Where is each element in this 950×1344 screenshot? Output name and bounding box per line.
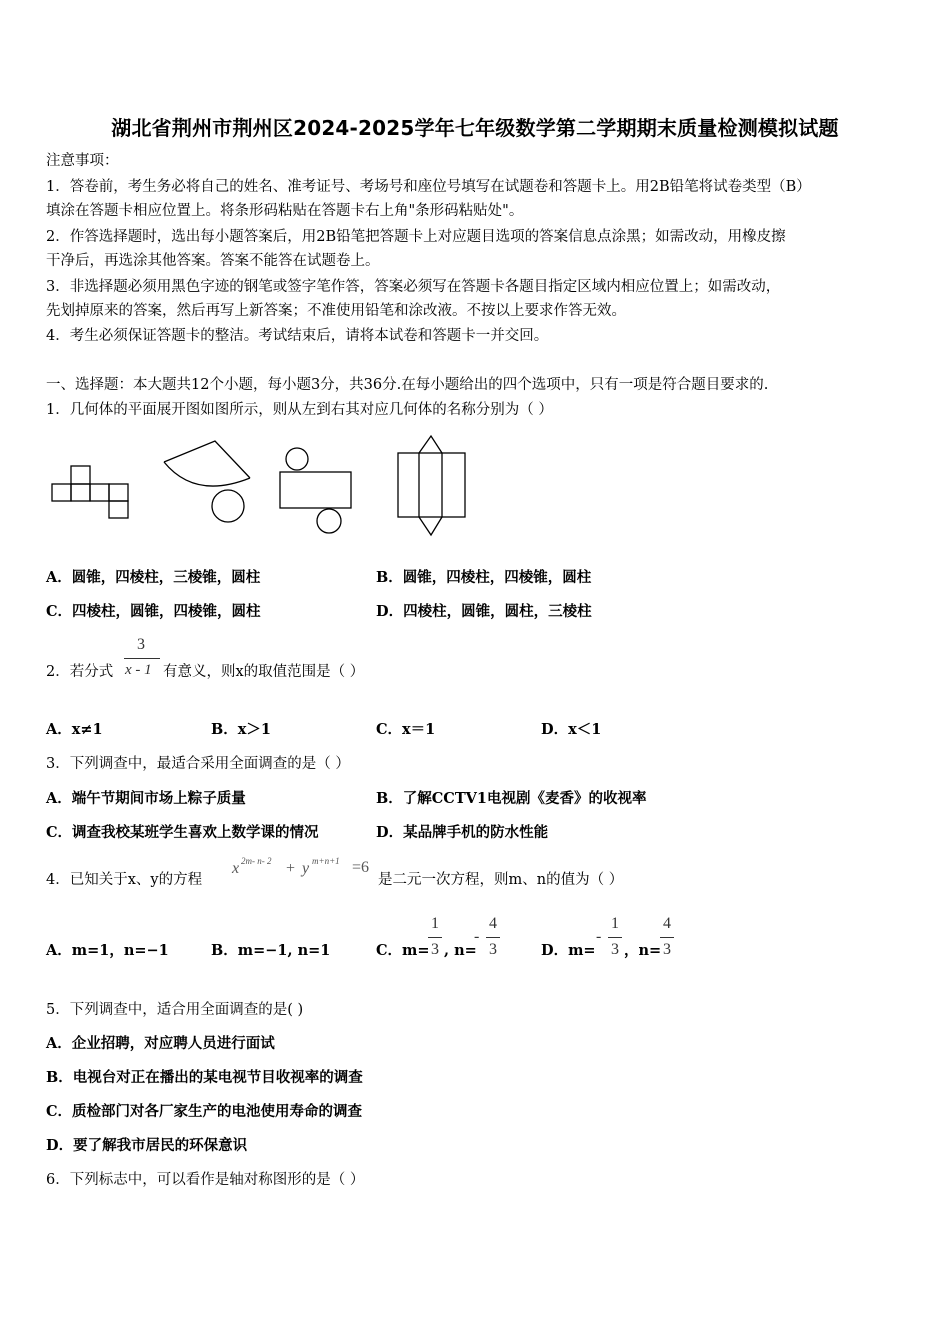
question-5-option-a[interactable]: A．企业招聘，对应聘人员进行面试 (46, 1035, 275, 1052)
notice-item-2: 2．作答选择题时，选出每小题答案后，用2B铅笔把答题卡上对应题目选项的答案信息点涂黑；如需改动，用橡皮擦 (46, 229, 786, 245)
notice-item-3: 3．非选择题必须用黑色字迹的钢笔或签字笔作答，答案必须写在答题卡各题目指定区域内相应位置上；如需改动， (46, 279, 781, 295)
q4-equation-rhs: =6 (352, 859, 370, 876)
notice-item-2-cont: 干净后，再选涂其他答案。答案不能答在试题卷上。 (46, 253, 380, 269)
question-3-option-d[interactable]: D．某品牌手机的防水性能 (376, 824, 549, 841)
question-5-stem: 5．下列调查中，适合用全面调查的是( ) (46, 1002, 304, 1018)
question-1-option-b[interactable]: B．圆锥，四棱柱，四棱锥，圆柱 (376, 569, 592, 586)
q4-c-n-bar (486, 937, 500, 938)
q4-d-m-denominator: 3 (611, 941, 619, 958)
question-5-option-d[interactable]: D．要了解我市居民的环保意识 (46, 1137, 248, 1154)
notice-item-4: 4．考生必须保证答题卡的整洁。考试结束后，请将本试卷和答题卡一并交回。 (46, 328, 549, 344)
question-2-option-d[interactable]: D．x＜1 (541, 721, 602, 738)
question-1-option-a[interactable]: A．圆锥，四棱柱，三棱锥，圆柱 (46, 569, 261, 586)
q2-fraction-bar (124, 658, 160, 659)
question-5-option-c[interactable]: C．质检部门对各厂家生产的电池使用寿命的调查 (46, 1103, 363, 1120)
question-6-stem: 6．下列标志中，可以看作是轴对称图形的是（ ） (46, 1172, 365, 1188)
cube-net-figure (50, 462, 130, 520)
question-2-option-a[interactable]: A．x≠1 (46, 721, 103, 738)
question-1-stem: 1．几何体的平面展开图如图所示，则从左到右其对应几何体的名称分别为（ ） (46, 402, 553, 418)
section-heading: 一、选择题：本大题共12个小题，每小题3分，共36分.在每小题给出的四个选项中，只有一项是符合题目要求的. (46, 377, 769, 393)
notice-item-1: 1．答卷前，考生务必将自己的姓名、准考证号、考场号和座位号填写在试题卷和答题卡上。用2B铅笔将试卷类型（B） (46, 179, 811, 195)
question-4-prefix: 4．已知关于x、y的方程 (46, 872, 203, 888)
question-1-option-c[interactable]: C．四棱柱，圆锥，四棱锥，圆柱 (46, 603, 261, 620)
q4-equation-y: y (302, 860, 310, 877)
q4-d-m-numerator: 1 (611, 915, 619, 932)
question-2-prefix: 2．若分式 (46, 664, 114, 680)
q4-option-d-mid: ，n= (624, 942, 662, 959)
q2-fraction-numerator: 3 (137, 636, 145, 653)
question-2-option-c[interactable]: C．x＝1 (376, 721, 436, 738)
q4-option-c-mid: , n= (444, 942, 477, 959)
question-2-option-b[interactable]: B．x＞1 (211, 721, 271, 738)
question-4-option-a[interactable]: A．m=1，n=−1 (46, 942, 169, 959)
q4-c-n-numerator: 4 (489, 915, 497, 932)
q4-d-n-bar (660, 937, 674, 938)
q4-option-c-prefix: C．m= (376, 942, 430, 959)
question-4-suffix: 是二元一次方程，则m、n的值为（ ） (378, 872, 624, 888)
q4-d-m-sign: - (596, 928, 602, 945)
q4-option-d-prefix: D．m= (541, 942, 596, 959)
q4-equation-y-exponent: m+n+1 (312, 856, 340, 866)
notice-item-1-cont: 填涂在答题卡相应位置上。将条形码粘贴在答题卡右上角"条形码粘贴处"。 (46, 203, 524, 219)
q4-equation-x: x (232, 860, 240, 877)
q4-c-m-numerator: 1 (431, 915, 439, 932)
question-3-option-a[interactable]: A．端午节期间市场上粽子质量 (46, 790, 246, 807)
notice-heading: 注意事项： (46, 153, 119, 169)
exam-title: 湖北省荆州市荆州区2024-2025学年七年级数学第二学期期末质量检测模拟试题 (111, 116, 839, 140)
q4-c-m-denominator: 3 (431, 941, 439, 958)
q2-fraction-denominator: x - 1 (125, 662, 152, 678)
q4-d-n-denominator: 3 (663, 941, 671, 958)
cone-net-figure (160, 438, 255, 526)
question-5-option-b[interactable]: B．电视台对正在播出的某电视节目收视率的调查 (46, 1069, 363, 1086)
q4-d-n-numerator: 4 (663, 915, 671, 932)
question-1-option-d[interactable]: D．四棱柱，圆锥，圆柱，三棱柱 (376, 603, 592, 620)
q4-c-n-sign: - (474, 928, 480, 945)
question-4-option-b[interactable]: B．m=−1, n=1 (211, 942, 331, 959)
cylinder-net-figure (276, 446, 356, 536)
q4-d-m-bar (608, 937, 622, 938)
question-2-suffix: 有意义，则x的取值范围是（ ） (163, 664, 365, 680)
prism-net-figure (394, 434, 469, 538)
question-3-stem: 3．下列调查中，最适合采用全面调查的是（ ） (46, 756, 350, 772)
q4-equation-x-exponent: 2m- n- 2 (241, 856, 272, 866)
q4-equation-plus: + (286, 860, 296, 877)
question-3-option-c[interactable]: C．调查我校某班学生喜欢上数学课的情况 (46, 824, 319, 841)
q4-c-m-bar (428, 937, 442, 938)
question-3-option-b[interactable]: B．了解CCTV1电视剧《麦香》的收视率 (376, 790, 647, 807)
q4-c-n-denominator: 3 (489, 941, 497, 958)
notice-item-3-cont: 先划掉原来的答案，然后再写上新答案；不准使用铅笔和涂改液。不按以上要求作答无效。 (46, 303, 626, 319)
